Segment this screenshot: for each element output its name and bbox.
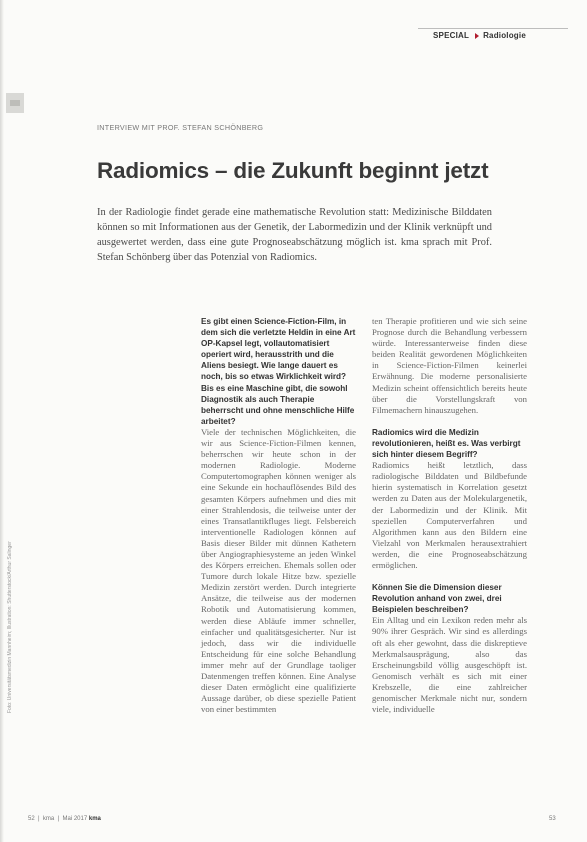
- footer-mag: kma: [42, 816, 55, 822]
- question: Können Sie die Dimension dieser Revolution anhand von zwei, drei Beispielen beschreiben?: [372, 583, 502, 615]
- question: Es gibt einen Science-Fiction-Film, in dem sich die verletzte Heldin in eine Art OP-Kapsel legt, vollautomatisiert operiert wird, herausstrith und die Aliens besiegt. Wie lange dauert es noch, bis so etwas Wirklichkeit wird? Bis es eine Maschine gibt, die sowohl Diagnostik als auch Therapie beherrscht und ohne menschliche Hilfe arbeitet?: [201, 317, 356, 426]
- article-kicker: INTERVIEW MIT PROF. STEFAN SCHÖNBERG: [97, 123, 264, 132]
- right-column: [372, 316, 527, 726]
- page-gutter: [0, 0, 4, 842]
- section-label: SPECIAL: [433, 31, 470, 40]
- question: Radiomics wird die Medizin revolutionieren, heißt es. Was verbirgt sich hinter diesem Begriff?: [372, 427, 521, 460]
- left-column: [201, 316, 356, 726]
- article-headline: Radiomics – die Zukunft beginnt jetzt: [97, 158, 489, 183]
- footer-publisher: kma: [88, 816, 101, 822]
- margin-tab-inner: [10, 100, 20, 106]
- page-number-left: 52: [28, 816, 35, 822]
- answer: Ein Alltag und ein Lexikon reden mehr als 90% ihrer Gespräch. Wir sind es allerdings oft als eher gewohnt, dass die diskreptieve Merkmalsausprägung, also das Erscheinungsbild völlig ausgeschöpft ist. Genomisch verhält es sich mit einer Krebszelle, die eine zahlreicher genomischer Merkmale nicht nur, sondern viele, individuelle: [372, 615, 527, 715]
- header-rule: [418, 28, 568, 29]
- photo-credit: Foto: Universitätsmedizin Mannheim; Illustration: Shutterstock/Arthur Salinger: [7, 541, 13, 713]
- article-lead: In der Radiologie findet gerade eine mathematische Revolution statt: Medizinische Bilddaten können so mit Informationen aus der Genetik, der Labormedizin und der Klinik verknüpft und ausgewertet werden, dass eine gute Prognoseabschätzung möglich ist. kma sprach mit Prof. Stefan Schönberg über das Potenzial von Radiomics.: [97, 207, 492, 263]
- answer: Radiomics heißt letztlich, dass radiologische Bilddaten und Bildbefunde hierin systematisch in Korrelation gesetzt werden zu Daten aus der Molekulargenetik, der Labormedizin und der Klinik. Mit speziellen Computerverfahren und Algorithmen kann aus den Bildern eine Vielzahl von Merkmalen herausextrahiert werden, die eine Prognoseabschätzung ermöglichen.: [372, 460, 527, 570]
- section-header: [433, 31, 526, 40]
- subsection-label: Radiologie: [483, 31, 526, 40]
- footer-issue: Mai 2017: [62, 816, 88, 822]
- page-footer: 52 | kma | Mai 2017 kma: [28, 816, 101, 822]
- page-number-right: 53: [549, 816, 556, 822]
- arrow-right-icon: [475, 33, 479, 39]
- answer: Viele der technischen Möglichkeiten, die wir aus Science-Fiction-Filmen kennen, beherrschen wir heute schon in der modernen Radiologie. Moderne Computertomographen können weniger als eine Sekunde ein hochauflösendes Bild des gesamten Körpers aufnehmen und dies mit einer Strahlendosis, die teilweise unter der eines Transatlantikfluges liegt. Felsbereich interventionelle Radiologen können auf Basis dieser Bilder mit dünnen Kathetern über Angiographiesysteme an jeden Winkel des Körpers erreichen. Ehemals sollen oder Tumore durch lokale Hitze bzw. spezielle Medizin zerstört werden. Durch integrierte Ansätze, die teilweise aus der modernen Robotik und Automatisierung kommen, werden diese Abläufe immer schneller, einfacher und qualitätsgesicherter. Nur ist jedoch, dass wir die individuelle Entscheidung für eine solche Behandlung immer mehr auf der Grundlage taoliger Datenmengen treffen können. Eine Analyse dieser Daten ermöglicht eine qualifizierte Aussage darüber, ob diese spezielle Patient von einer bestimmten: [201, 426, 356, 715]
- answer: ten Therapie profitieren und wie sich seine Prognose durch die Behandlung verbessern würde. Interessanterweise finden diese beiden Realität gewordenen Möglichkeiten in Science-Fiction-Filmen keinerlei Erwähnung. Die moderne personalisierte Medizin scheint offensichtlich bereits heute über die Vorstellungskraft von Filmemachern hinauszugehen.: [372, 316, 527, 415]
